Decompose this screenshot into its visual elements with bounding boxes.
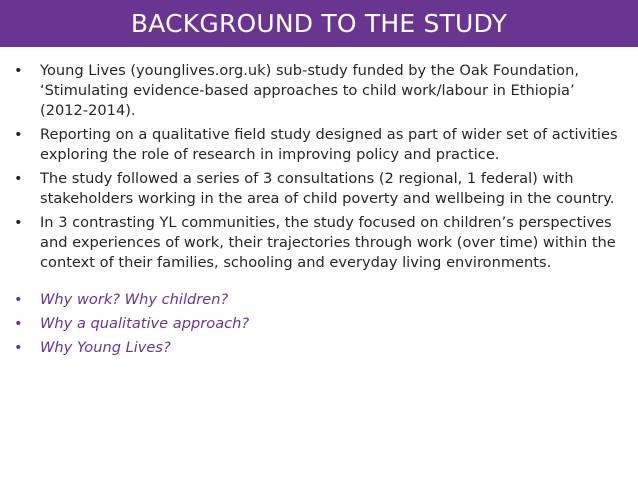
bullet-icon: • bbox=[14, 126, 23, 143]
bullet-icon: • bbox=[14, 291, 23, 308]
bullet-item-4 bbox=[14, 213, 624, 273]
bullet-text-3: The study followed a series of 3 consultations (2 regional, 1 federal) with stakeholders working in the area of child poverty and wellbeing in the country. bbox=[40, 170, 615, 207]
question-text-2: Why a qualitative approach? bbox=[40, 315, 250, 332]
bullet-icon: • bbox=[14, 170, 23, 187]
question-text-3: Why Young Lives? bbox=[40, 339, 171, 356]
title-bar bbox=[0, 0, 638, 47]
bullet-item-1 bbox=[14, 61, 624, 121]
bullet-icon: • bbox=[14, 339, 23, 356]
question-text-1: Why work? Why children? bbox=[40, 291, 229, 308]
bullet-item-2 bbox=[14, 125, 624, 165]
question-item-2 bbox=[14, 314, 624, 334]
bullet-icon: • bbox=[14, 62, 23, 79]
bullet-item-3 bbox=[14, 169, 624, 209]
bullet-text-1: Young Lives (younglives.org.uk) sub-study funded by the Oak Foundation, ‘Stimulating evidence-based approaches to child work/labour in Ethiopia’ (2012-2014). bbox=[40, 62, 579, 119]
slide-title: BACKGROUND TO THE STUDY bbox=[130, 9, 508, 38]
bullet-list bbox=[14, 61, 624, 273]
bullet-icon: • bbox=[14, 214, 23, 231]
question-list bbox=[14, 290, 624, 358]
bullet-icon: • bbox=[14, 315, 23, 332]
bullet-text-2: Reporting on a qualitative field study designed as part of wider set of activities exploring the role of research in improving policy and practice. bbox=[40, 126, 618, 163]
question-item-1 bbox=[14, 290, 624, 310]
question-item-3 bbox=[14, 338, 624, 358]
slide-content bbox=[14, 61, 624, 362]
bullet-text-4: In 3 contrasting YL communities, the study focused on children’s perspectives and experiences of work, their trajectories through work (over time) within the context of their families, schooling and everyday living environments. bbox=[40, 214, 616, 271]
